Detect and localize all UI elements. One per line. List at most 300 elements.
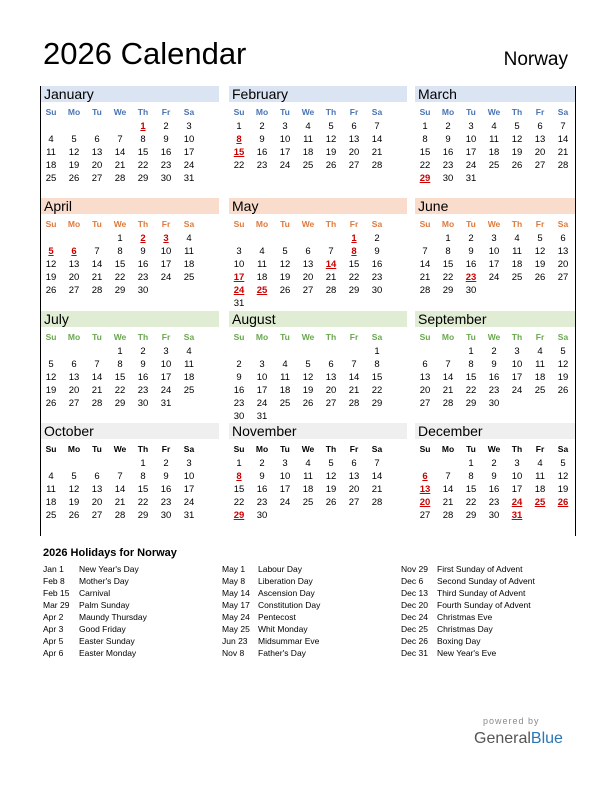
holiday-column	[222, 563, 392, 659]
day-cell: 6	[351, 121, 357, 132]
day-cell: 13	[302, 259, 314, 270]
weekday-label: Su	[419, 332, 431, 342]
day-cell: 13	[91, 147, 103, 158]
brand-blue: Blue	[530, 730, 563, 747]
day-cell: 14	[91, 259, 103, 270]
holiday-day-cell: 26	[557, 497, 569, 508]
holiday-name: Christmas Eve	[437, 612, 493, 622]
holiday-date: Mar 29	[43, 600, 70, 610]
day-cell: 28	[442, 398, 454, 409]
day-cell: 11	[489, 134, 499, 145]
holiday-row	[401, 647, 571, 659]
holiday-name: Whit Monday	[258, 624, 308, 634]
day-cell: 17	[160, 259, 172, 270]
weekday-label: Fr	[161, 107, 171, 117]
day-cell: 1	[236, 458, 242, 469]
month-name: January	[44, 86, 94, 102]
holiday-row	[401, 623, 571, 635]
day-cell: 22	[348, 272, 360, 283]
day-cell: 11	[184, 246, 194, 257]
holiday-column	[401, 563, 571, 659]
day-cell: 13	[68, 372, 80, 383]
holiday-date: Dec 31	[401, 648, 428, 658]
day-cell: 14	[114, 484, 126, 495]
day-cell: 20	[302, 272, 314, 283]
day-cell: 16	[488, 372, 500, 383]
day-cell: 17	[465, 147, 477, 158]
weekday-label: Fr	[161, 444, 171, 454]
day-cell: 21	[419, 272, 431, 283]
weekday-label: Th	[325, 107, 337, 117]
day-cell: 11	[46, 147, 56, 158]
day-cell: 7	[445, 359, 451, 370]
day-cell: 28	[371, 160, 383, 171]
weekday-label: We	[487, 444, 501, 454]
day-cell: 9	[259, 134, 265, 145]
day-cell: 10	[279, 471, 291, 482]
day-cell: 30	[488, 510, 500, 521]
day-cell: 6	[328, 359, 334, 370]
weekday-label: Su	[45, 332, 57, 342]
day-cell: 5	[514, 121, 520, 132]
holiday-name: Ascension Day	[258, 588, 315, 598]
day-cell: 4	[186, 233, 192, 244]
day-cell: 23	[256, 160, 268, 171]
holiday-date: May 1	[222, 564, 246, 574]
day-cell: 31	[465, 173, 477, 184]
day-cell: 10	[160, 359, 172, 370]
day-cell: 14	[442, 484, 454, 495]
day-cell: 13	[91, 484, 103, 495]
holiday-day-cell: 25	[534, 497, 546, 508]
holiday-date: Apr 2	[43, 612, 64, 622]
holiday-day-cell: 24	[511, 497, 523, 508]
day-cell: 6	[351, 458, 357, 469]
month-header	[41, 311, 219, 327]
day-cell: 3	[491, 233, 497, 244]
day-cell: 5	[560, 346, 566, 357]
weekday-label: Mo	[67, 444, 81, 454]
weekday-label: Su	[45, 219, 57, 229]
holiday-row	[401, 599, 571, 611]
weekday-label: Th	[325, 332, 337, 342]
day-cell: 15	[442, 259, 454, 270]
holiday-date: Feb 15	[43, 588, 70, 598]
day-cell: 6	[94, 471, 100, 482]
day-cell: 15	[465, 484, 477, 495]
day-cell: 30	[137, 398, 149, 409]
weekday-label: Mo	[441, 332, 455, 342]
weekday-label: Th	[511, 107, 523, 117]
day-cell: 10	[183, 134, 195, 145]
month-name: July	[44, 311, 69, 327]
day-cell: 17	[256, 385, 268, 396]
day-cell: 11	[535, 359, 545, 370]
day-cell: 2	[140, 346, 146, 357]
day-cell: 26	[45, 398, 57, 409]
day-cell: 12	[557, 359, 569, 370]
day-cell: 8	[117, 246, 123, 257]
day-cell: 4	[491, 121, 497, 132]
day-cell: 24	[160, 385, 172, 396]
weekday-label: Fr	[349, 219, 359, 229]
day-cell: 21	[114, 160, 126, 171]
day-cell: 26	[511, 160, 523, 171]
day-cell: 17	[183, 484, 195, 495]
weekday-label: Fr	[349, 444, 359, 454]
weekday-label: Mo	[67, 219, 81, 229]
day-cell: 19	[68, 497, 80, 508]
calendar-grid	[40, 86, 576, 536]
day-cell: 27	[68, 398, 80, 409]
holiday-date: Dec 25	[401, 624, 428, 634]
weekday-label: Su	[45, 444, 57, 454]
holiday-row	[222, 563, 392, 575]
month-header	[229, 423, 407, 439]
day-cell: 16	[256, 484, 268, 495]
weekday-label: Fr	[161, 219, 171, 229]
holiday-day-cell: 14	[325, 259, 337, 270]
holiday-name: Boxing Day	[437, 636, 481, 646]
weekday-label: Fr	[161, 332, 171, 342]
day-cell: 22	[114, 385, 126, 396]
day-cell: 25	[279, 398, 291, 409]
weekday-label: Tu	[280, 219, 290, 229]
day-cell: 1	[117, 346, 123, 357]
weekday-label: Su	[233, 444, 245, 454]
holiday-name: Pentecost	[258, 612, 296, 622]
holiday-row	[43, 623, 213, 635]
month-header	[415, 86, 575, 102]
holiday-date: Dec 13	[401, 588, 428, 598]
weekday-label: Th	[325, 219, 337, 229]
month-header	[229, 198, 407, 214]
day-cell: 28	[91, 285, 103, 296]
month-august	[229, 311, 407, 424]
day-cell: 26	[534, 272, 546, 283]
weekday-label: Tu	[466, 332, 476, 342]
day-cell: 13	[348, 471, 360, 482]
day-cell: 3	[514, 458, 520, 469]
day-cell: 30	[465, 285, 477, 296]
day-cell: 21	[557, 147, 569, 158]
day-cell: 9	[491, 359, 497, 370]
day-cell: 26	[68, 173, 80, 184]
day-cell: 20	[325, 385, 337, 396]
day-cell: 4	[537, 346, 543, 357]
holiday-row	[43, 611, 213, 623]
holiday-day-cell: 8	[236, 471, 242, 482]
day-cell: 15	[114, 259, 126, 270]
holiday-day-cell: 23	[465, 272, 477, 283]
day-cell: 21	[91, 272, 103, 283]
day-cell: 4	[537, 458, 543, 469]
day-cell: 27	[325, 398, 337, 409]
day-cell: 15	[419, 147, 431, 158]
day-cell: 13	[557, 246, 569, 257]
weekday-label: Sa	[183, 332, 195, 342]
day-cell: 28	[348, 398, 360, 409]
day-cell: 15	[137, 147, 149, 158]
day-cell: 27	[348, 497, 360, 508]
weekday-label: We	[301, 219, 315, 229]
holiday-day-cell: 17	[233, 272, 245, 283]
day-cell: 14	[371, 134, 383, 145]
weekday-label: Tu	[466, 444, 476, 454]
day-cell: 1	[236, 121, 242, 132]
day-cell: 29	[114, 285, 126, 296]
holiday-date: Feb 8	[43, 576, 65, 586]
day-cell: 27	[68, 285, 80, 296]
holiday-row	[401, 587, 571, 599]
weekday-label: Su	[419, 107, 431, 117]
month-header	[415, 198, 575, 214]
day-cell: 30	[233, 411, 245, 422]
holiday-day-cell: 24	[233, 285, 245, 296]
day-cell: 18	[511, 259, 523, 270]
day-cell: 22	[233, 160, 245, 171]
day-cell: 15	[114, 372, 126, 383]
day-cell: 30	[371, 285, 383, 296]
holiday-name: Easter Sunday	[79, 636, 135, 646]
day-cell: 26	[68, 510, 80, 521]
day-cell: 14	[371, 471, 383, 482]
day-cell: 4	[186, 346, 192, 357]
day-cell: 3	[514, 346, 520, 357]
day-cell: 6	[305, 246, 311, 257]
day-cell: 16	[442, 147, 454, 158]
day-cell: 19	[45, 272, 57, 283]
day-cell: 8	[445, 246, 451, 257]
day-cell: 2	[259, 458, 265, 469]
day-cell: 24	[511, 385, 523, 396]
day-cell: 7	[351, 359, 357, 370]
holiday-day-cell: 13	[419, 484, 431, 495]
weekday-label: Tu	[92, 219, 102, 229]
weekday-label: Su	[233, 107, 245, 117]
day-cell: 28	[442, 510, 454, 521]
month-name: December	[418, 423, 483, 439]
day-cell: 9	[491, 471, 497, 482]
month-header	[229, 86, 407, 102]
holiday-day-cell: 6	[422, 471, 428, 482]
holiday-row	[43, 599, 213, 611]
day-cell: 24	[183, 160, 195, 171]
day-cell: 17	[183, 147, 195, 158]
day-cell: 18	[279, 385, 291, 396]
day-cell: 26	[302, 398, 314, 409]
holiday-date: Jan 1	[43, 564, 64, 574]
weekday-label: Su	[419, 444, 431, 454]
day-cell: 7	[94, 246, 100, 257]
day-cell: 5	[71, 134, 77, 145]
day-cell: 24	[279, 160, 291, 171]
day-cell: 4	[48, 471, 54, 482]
holiday-date: May 17	[222, 600, 250, 610]
holiday-day-cell: 29	[419, 173, 431, 184]
holiday-date: May 25	[222, 624, 250, 634]
weekday-label: Mo	[255, 107, 269, 117]
day-cell: 3	[186, 458, 192, 469]
holiday-name: Midsummar Eve	[258, 636, 320, 646]
weekday-label: Mo	[441, 444, 455, 454]
day-cell: 5	[282, 246, 288, 257]
day-cell: 4	[282, 359, 288, 370]
day-cell: 7	[374, 121, 380, 132]
day-cell: 2	[374, 233, 380, 244]
holiday-day-cell: 8	[351, 246, 357, 257]
day-cell: 21	[442, 385, 454, 396]
day-cell: 31	[256, 411, 268, 422]
holiday-day-cell: 6	[71, 246, 77, 257]
holiday-name: Labour Day	[258, 564, 302, 574]
day-cell: 24	[279, 497, 291, 508]
weekday-label: We	[301, 444, 315, 454]
holiday-name: Carnival	[79, 588, 111, 598]
day-cell: 6	[422, 359, 428, 370]
holiday-name: Good Friday	[79, 624, 126, 634]
weekday-label: Su	[233, 332, 245, 342]
day-cell: 30	[137, 285, 149, 296]
day-cell: 24	[183, 497, 195, 508]
weekday-label: Th	[511, 219, 523, 229]
day-cell: 6	[537, 121, 543, 132]
holiday-name: Constitution Day	[258, 600, 321, 610]
day-cell: 2	[259, 121, 265, 132]
day-cell: 8	[140, 134, 146, 145]
day-cell: 19	[511, 147, 523, 158]
day-cell: 25	[183, 385, 195, 396]
month-header	[41, 423, 219, 439]
weekday-label: Th	[137, 444, 149, 454]
month-may	[229, 198, 407, 311]
holiday-row	[43, 563, 213, 575]
holiday-date: Dec 26	[401, 636, 428, 646]
day-cell: 27	[91, 173, 103, 184]
holiday-day-cell: 25	[256, 285, 268, 296]
weekday-label: Sa	[557, 332, 569, 342]
day-cell: 20	[68, 272, 80, 283]
day-cell: 9	[259, 471, 265, 482]
day-cell: 31	[233, 298, 245, 309]
day-cell: 5	[328, 458, 334, 469]
weekday-label: Fr	[535, 332, 545, 342]
weekday-label: Mo	[67, 107, 81, 117]
day-cell: 10	[511, 471, 523, 482]
holiday-date: Apr 5	[43, 636, 64, 646]
day-cell: 19	[302, 385, 314, 396]
day-cell: 29	[465, 398, 477, 409]
day-cell: 11	[535, 471, 545, 482]
day-cell: 18	[45, 160, 57, 171]
weekday-label: Sa	[557, 444, 569, 454]
day-cell: 30	[442, 173, 454, 184]
day-cell: 17	[488, 259, 500, 270]
day-cell: 25	[534, 385, 546, 396]
day-cell: 10	[279, 134, 291, 145]
holiday-date: Dec 6	[401, 576, 424, 586]
holiday-name: New Year's Eve	[437, 648, 497, 658]
day-cell: 13	[419, 372, 431, 383]
weekday-label: Th	[325, 444, 337, 454]
day-cell: 17	[511, 484, 523, 495]
day-cell: 2	[163, 121, 169, 132]
day-cell: 7	[328, 246, 334, 257]
day-cell: 19	[68, 160, 80, 171]
day-cell: 3	[259, 359, 265, 370]
day-cell: 12	[557, 471, 569, 482]
day-cell: 17	[279, 147, 291, 158]
weekday-label: Tu	[466, 107, 476, 117]
weekday-label: Sa	[183, 444, 195, 454]
day-cell: 11	[46, 484, 56, 495]
day-cell: 4	[305, 458, 311, 469]
holiday-name: New Year's Day	[79, 564, 139, 574]
weekday-label: Th	[137, 219, 149, 229]
holiday-day-cell: 15	[233, 147, 245, 158]
page-title: 2026 Calendar	[43, 36, 247, 71]
day-cell: 30	[256, 510, 268, 521]
holiday-day-cell: 1	[351, 233, 357, 244]
holiday-name: Third Sunday of Advent	[437, 588, 526, 598]
weekday-label: Sa	[371, 444, 383, 454]
holiday-row	[401, 575, 571, 587]
day-cell: 19	[557, 484, 569, 495]
day-cell: 16	[137, 372, 149, 383]
weekday-label: Th	[137, 332, 149, 342]
day-cell: 4	[48, 134, 54, 145]
day-cell: 27	[419, 398, 431, 409]
holiday-row	[43, 647, 213, 659]
day-cell: 21	[114, 497, 126, 508]
day-cell: 20	[348, 484, 360, 495]
generalblue-logo[interactable]	[474, 730, 563, 748]
day-cell: 14	[557, 134, 569, 145]
holiday-name: Mother's Day	[79, 576, 129, 586]
day-cell: 21	[325, 272, 337, 283]
weekday-label: Tu	[92, 107, 102, 117]
day-cell: 18	[45, 497, 57, 508]
holiday-day-cell: 2	[140, 233, 146, 244]
holiday-row	[43, 575, 213, 587]
day-cell: 28	[557, 160, 569, 171]
day-cell: 31	[183, 510, 195, 521]
day-cell: 25	[302, 497, 314, 508]
day-cell: 23	[488, 497, 500, 508]
day-cell: 2	[163, 458, 169, 469]
day-cell: 5	[71, 471, 77, 482]
day-cell: 23	[160, 497, 172, 508]
weekday-label: We	[113, 332, 127, 342]
day-cell: 25	[183, 272, 195, 283]
day-cell: 19	[325, 484, 337, 495]
day-cell: 10	[160, 246, 172, 257]
weekday-label: Mo	[255, 444, 269, 454]
day-cell: 23	[488, 385, 500, 396]
day-cell: 12	[45, 372, 57, 383]
month-name: April	[44, 198, 73, 214]
weekday-label: Tu	[92, 444, 102, 454]
day-cell: 14	[91, 372, 103, 383]
day-cell: 25	[45, 173, 57, 184]
day-cell: 23	[371, 272, 383, 283]
month-february	[229, 86, 407, 199]
weekday-label: Su	[233, 219, 245, 229]
day-cell: 9	[140, 246, 146, 257]
day-cell: 16	[256, 147, 268, 158]
day-cell: 27	[302, 285, 314, 296]
day-cell: 1	[140, 458, 146, 469]
